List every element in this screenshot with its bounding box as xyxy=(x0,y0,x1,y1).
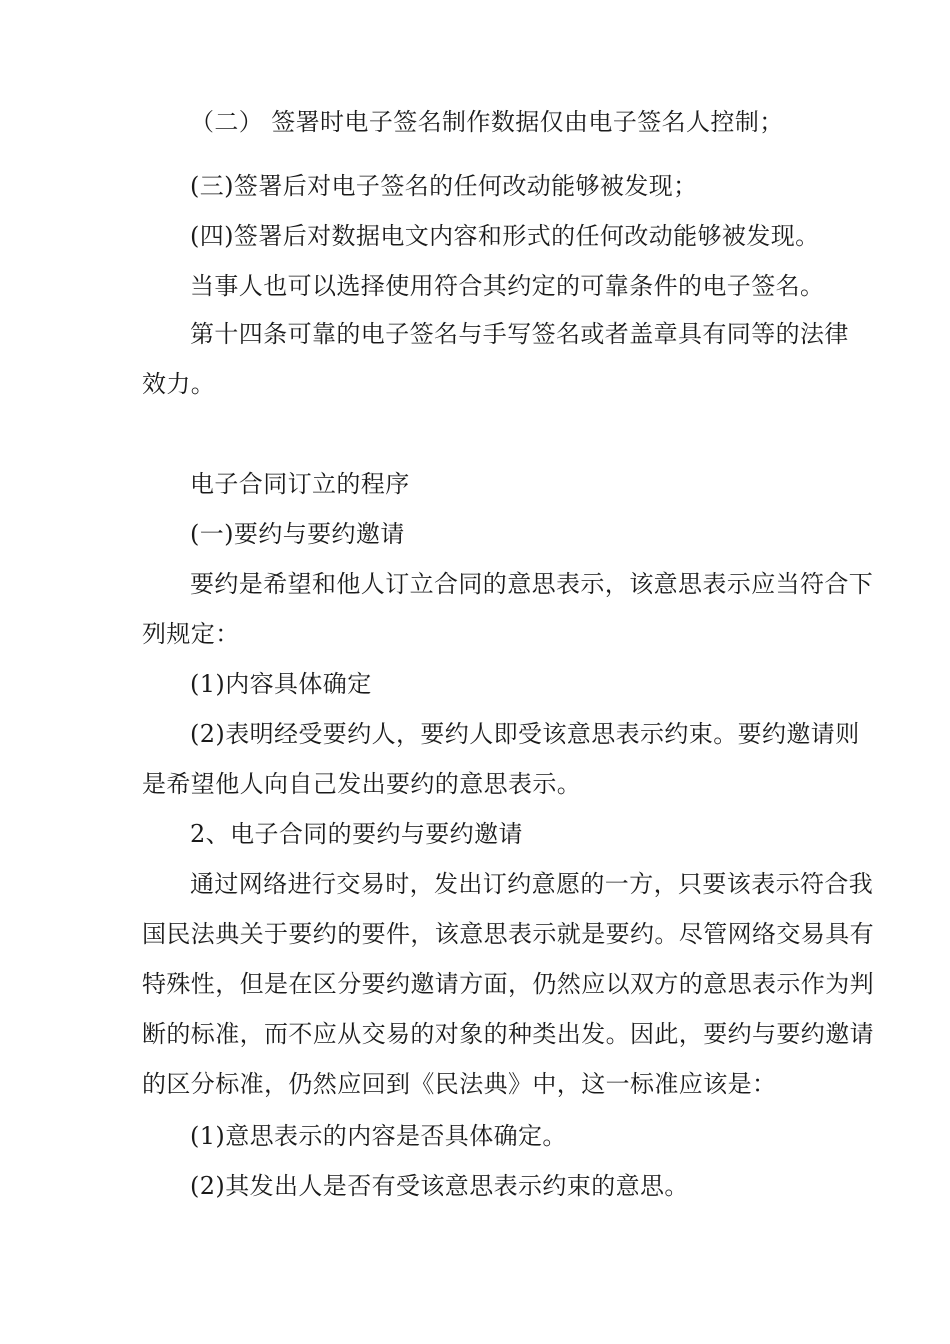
subsection-heading: 2、电子合同的要约与要约邀请 xyxy=(190,820,523,848)
section-heading: 电子合同订立的程序 xyxy=(190,470,410,498)
paragraph-line: 通过网络进行交易时，发出订约意愿的一方，只要该表示符合我 xyxy=(190,870,874,898)
subsection-heading: (一)要约与要约邀请 xyxy=(190,520,405,548)
paragraph-line: 特殊性，但是在区分要约邀请方面，仍然应以双方的意思表示作为判 xyxy=(142,970,874,998)
paragraph-line: 当事人也可以选择使用符合其约定的可靠条件的电子签名。 xyxy=(190,272,825,300)
paragraph-line: 列规定： xyxy=(142,620,240,648)
list-item: (2)表明经受要约人，要约人即受该意思表示约束。要约邀请则 xyxy=(190,720,860,748)
paragraph-line: （二） 签署时电子签名制作数据仅由电子签名人控制； xyxy=(190,108,784,136)
paragraph-line: 是希望他人向自己发出要约的意思表示。 xyxy=(142,770,582,798)
paragraph-line: 的区分标准，仍然应回到《民法典》中，这一标准应该是： xyxy=(142,1070,777,1098)
paragraph-line: 要约是希望和他人订立合同的意思表示，该意思表示应当符合下 xyxy=(190,570,874,598)
paragraph-line: (四)签署后对数据电文内容和形式的任何改动能够被发现。 xyxy=(190,222,820,250)
paragraph-line: 断的标准，而不应从交易的对象的种类出发。因此，要约与要约邀请 xyxy=(142,1020,874,1048)
list-item: (2)其发出人是否有受该意思表示约束的意思。 xyxy=(190,1172,689,1200)
paragraph-line: 第十四条可靠的电子签名与手写签名或者盖章具有同等的法律 xyxy=(190,320,849,348)
list-item: (1)意思表示的内容是否具体确定。 xyxy=(190,1122,567,1150)
paragraph-line: 效力。 xyxy=(142,370,216,398)
paragraph-line: (三)签署后对电子签名的任何改动能够被发现； xyxy=(190,172,698,200)
list-item: (1)内容具体确定 xyxy=(190,670,372,698)
paragraph-line: 国民法典关于要约的要件，该意思表示就是要约。尽管网络交易具有 xyxy=(142,920,874,948)
